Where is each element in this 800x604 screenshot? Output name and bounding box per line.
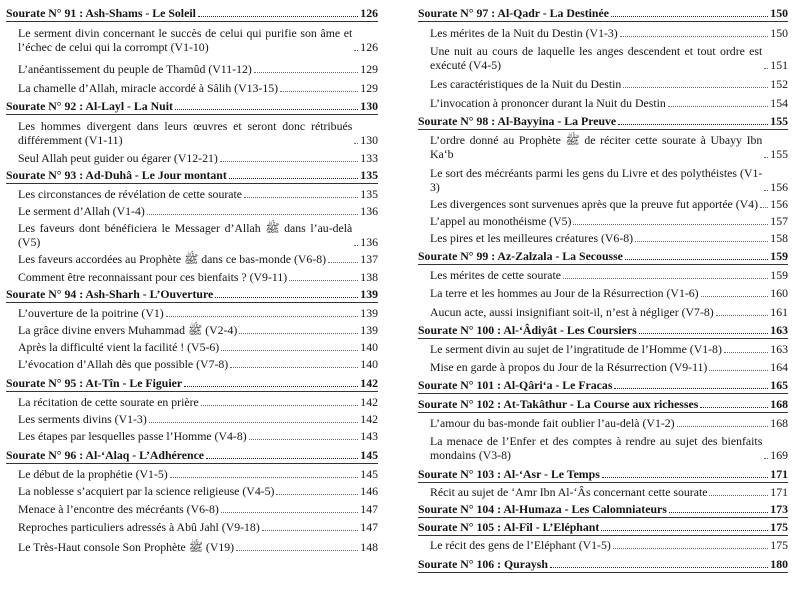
toc-sourate-heading (6, 287, 378, 303)
toc-entry-title: Sourate N° 99 : Az-Zalzala - La Secousse (418, 249, 623, 263)
toc-sourate-heading (418, 557, 788, 573)
toc-page-number: 163 (770, 323, 788, 337)
toc-sourate-heading (418, 249, 788, 265)
toc-entry-title: L’évocation d’Allah dès que possible (V7-8) (18, 357, 229, 371)
toc-subentry (418, 305, 788, 319)
toc-subentry (6, 204, 378, 218)
toc-entry-title: Sourate N° 97 : Al-Qadr - La Destinée (418, 6, 609, 20)
toc-subentry (418, 485, 788, 499)
toc-entry-title: Sourate N° 104 : Al-Humaza - Les Calomniateurs (418, 502, 667, 516)
toc-sourate-heading (418, 378, 788, 394)
toc-subentry (418, 434, 788, 462)
toc-page-number: 168 (770, 416, 788, 430)
toc-subentry (418, 538, 788, 552)
toc-entry-title: Récit au sujet de ‘Amr Ibn Al-‘Âs concernant cette sourate (430, 485, 708, 499)
toc-entry-title: Le sort des mécréants parmi les gens du Livre et des polythéistes (V1-3) (430, 166, 763, 194)
toc-entry-title: Les faveurs accordées au Prophète ﷺ dans ce bas-monde (V6-8) (18, 252, 327, 266)
toc-subentry (6, 81, 378, 95)
toc-sourate-heading (418, 114, 788, 130)
toc-entry-title: Les circonstances de révélation de cette sourate (18, 187, 243, 201)
toc-page-number: 171 (770, 467, 788, 481)
dot-leader (254, 72, 358, 73)
toc-subentry (418, 360, 788, 374)
toc-entry-title: Sourate N° 93 : Ad-Duhâ - Le Jour montant (6, 168, 227, 182)
toc-page-number: 175 (770, 538, 788, 552)
toc-page-number: 151 (770, 58, 788, 72)
toc-page-number: 140 (360, 357, 378, 371)
toc-entry-title: L’ouverture de la poitrine (V1) (18, 306, 164, 320)
dot-leader (236, 550, 358, 551)
toc-page-number: 147 (360, 520, 378, 534)
toc-page-number: 142 (360, 412, 378, 426)
toc-subentry (6, 306, 378, 320)
toc-page-number: 156 (770, 197, 788, 211)
toc-entry-title: Sourate N° 103 : Al-‘Asr - Le Temps (418, 467, 600, 481)
dot-leader (201, 405, 359, 406)
toc-entry-title: La noblesse s’acquiert par la science religieuse (V4-5) (18, 484, 275, 498)
toc-entry-title: Les pires et les meilleures créatures (V6-8) (430, 231, 634, 245)
toc-page-number: 130 (360, 133, 378, 147)
toc-subentry (6, 323, 378, 337)
toc-page-number: 168 (770, 397, 788, 411)
toc-page-number: 156 (770, 180, 788, 194)
dot-leader (635, 241, 768, 242)
toc-subentry (6, 252, 378, 266)
toc-page-number: 130 (360, 99, 378, 113)
toc-entry-title: Sourate N° 94 : Ash-Sharh - L’Ouverture (6, 287, 214, 301)
dot-leader (709, 370, 768, 371)
toc-subentry (6, 340, 378, 354)
toc-subentry (6, 484, 378, 498)
toc-subentry (418, 286, 788, 300)
toc-page-number: 139 (360, 287, 378, 301)
toc-entry-title: Une nuit au cours de laquelle les anges descendent et tout ordre est exécuté (V4-5) (430, 44, 763, 72)
dot-leader (764, 190, 768, 191)
dot-leader (175, 109, 358, 110)
toc-page-number: 152 (770, 77, 788, 91)
toc-subentry (6, 467, 378, 481)
toc-entry-title: Le début de la prophétie (V1-5) (18, 467, 168, 481)
dot-leader (563, 278, 768, 279)
toc-entry-title: La menace de l’Enfer et des comptes à rendre au sujet des bienfaits mondains (V3-8) (430, 434, 763, 462)
dot-leader (221, 350, 358, 351)
dot-leader (221, 512, 359, 513)
toc-entry-title: Les caractéristiques de la Nuit du Destin (430, 77, 622, 91)
toc-page-number: 175 (770, 520, 788, 534)
toc-entry-title: L’amour du bas-monde fait oublier l’au-delà (V1-2) (430, 416, 675, 430)
dot-leader (166, 316, 359, 317)
toc-entry-title: L’appel au monothéisme (V5) (430, 214, 572, 228)
toc-entry-title: Seul Allah peut guider ou égarer (V12-21) (18, 151, 218, 165)
toc-subentry (418, 416, 788, 430)
dot-leader (677, 426, 769, 427)
dot-leader (618, 124, 768, 125)
toc-subentry (6, 502, 378, 516)
toc-subentry (418, 231, 788, 245)
dot-leader (206, 458, 358, 459)
toc-page-number: 135 (360, 187, 378, 201)
toc-entry-title: Sourate N° 101 : Al-Qâri‘a - Le Fracas (418, 378, 613, 392)
toc-page-number: 165 (770, 378, 788, 392)
toc-sourate-heading (418, 467, 788, 483)
toc-entry-title: Après la difficulté vient la facilité ! (V5-6) (18, 340, 220, 354)
dot-leader (550, 567, 768, 568)
toc-sourate-heading (6, 448, 378, 464)
toc-entry-title: Le récit des gens de l’Eléphant (V1-5) (430, 538, 611, 552)
toc-page-number: 146 (360, 484, 378, 498)
toc-entry-title: Les faveurs dont bénéficiera le Messager d’Allah ﷺ dans l’au-delà (V5) (18, 221, 353, 249)
toc-entry-title: L’invocation à prononcer durant la Nuit du Destin (430, 96, 666, 110)
dot-leader (289, 280, 358, 281)
toc-page-number: 126 (360, 40, 378, 54)
toc-page-number: 135 (360, 168, 378, 182)
toc-page-number: 142 (360, 395, 378, 409)
dot-leader (724, 352, 768, 353)
toc-entry-title: Sourate N° 100 : Al-‘Âdiyât - Les Coursiers (418, 323, 637, 337)
dot-leader (215, 297, 358, 298)
toc-entry-title: Sourate N° 96 : Al-‘Alaq - L’Adhérence (6, 448, 205, 462)
dot-leader (184, 386, 358, 387)
toc-page-number: 129 (360, 81, 378, 95)
toc-entry-title: Le serment divin concernant le succès de celui qui purifie son âme et l’échec de celui qui la corrompt (V1-10) (18, 26, 353, 54)
toc-subentry (6, 395, 378, 409)
dot-leader (716, 315, 769, 316)
toc-entry-title: La chamelle d’Allah, miracle accordé à Sâlih (V13-15) (18, 81, 279, 95)
dot-leader (262, 530, 359, 531)
toc-page-number: 142 (360, 376, 378, 390)
dot-leader (244, 197, 358, 198)
toc-entry-title: La grâce divine envers Muhammad ﷺ (V2-4) (18, 323, 238, 337)
dot-leader (623, 87, 768, 88)
toc-page-number: 171 (770, 485, 788, 499)
toc-page-number: 173 (770, 502, 788, 516)
toc-subentry (6, 119, 378, 147)
toc-page-number: 159 (770, 268, 788, 282)
dot-leader (613, 548, 768, 549)
toc-right-column (418, 6, 788, 573)
dot-leader (229, 178, 359, 179)
toc-page-number: 169 (770, 448, 788, 462)
toc-entry-title: L’ordre donné au Prophète ﷺ de réciter cette sourate à Ubayy Ibn Ka‘b (430, 133, 763, 161)
toc-entry-title: Le serment d’Allah (V1-4) (18, 204, 145, 218)
toc-page-number: 139 (360, 306, 378, 320)
dot-leader (601, 530, 768, 531)
dot-leader (760, 207, 768, 208)
toc-entry-title: Menace à l’encontre des mécréants (V6-8) (18, 502, 219, 516)
toc-page-number: 157 (770, 214, 788, 228)
toc-subentry (6, 520, 378, 534)
toc-subentry (6, 270, 378, 284)
toc-subentry (418, 26, 788, 40)
toc-page-number: 138 (360, 270, 378, 284)
toc-sourate-heading (418, 323, 788, 339)
toc-entry-title: Sourate N° 92 : Al-Layl - La Nuit (6, 99, 173, 113)
toc-sourate-heading (6, 376, 378, 392)
toc-page-number: 143 (360, 429, 378, 443)
toc-sourate-heading (418, 520, 788, 536)
toc-entry-title: Sourate N° 98 : Al-Bayyina - La Preuve (418, 114, 617, 128)
dot-leader (239, 333, 358, 334)
toc-entry-title: Sourate N° 102 : At-Takâthur - La Course aux richesses (418, 397, 699, 411)
dot-leader (354, 245, 358, 246)
toc-subentry (418, 214, 788, 228)
toc-subentry (6, 412, 378, 426)
toc-page-number: 164 (770, 360, 788, 374)
dot-leader (147, 214, 359, 215)
toc-page-number: 161 (770, 305, 788, 319)
toc-page-number: 163 (770, 342, 788, 356)
toc-sourate-heading (6, 6, 378, 22)
toc-page-number: 136 (360, 235, 378, 249)
toc-entry-title: Sourate N° 95 : At-Tîn - Le Figuier (6, 376, 183, 390)
toc-entry-title: Comment être reconnaissant pour ces bienfaits ? (V9-11) (18, 270, 288, 284)
toc-entry-title: Sourate N° 91 : Ash-Shams - Le Soleil (6, 6, 196, 20)
toc-page-number: 145 (360, 448, 378, 462)
toc-page-number: 145 (360, 467, 378, 481)
toc-subentry (6, 357, 378, 371)
toc-sourate-heading (418, 502, 788, 518)
dot-leader (230, 367, 358, 368)
toc-entry-title: Le serment divin au sujet de l’ingratitude de l’Homme (V1-8) (430, 342, 722, 356)
toc-page-number: 129 (360, 62, 378, 76)
toc-subentry (418, 197, 788, 211)
toc-entry-title: Mise en garde à propos du Jour de la Résurrection (V9-11) (430, 360, 708, 374)
dot-leader (701, 296, 769, 297)
dot-leader (620, 36, 769, 37)
toc-page-number: 155 (770, 114, 788, 128)
dot-leader (354, 50, 358, 51)
toc-page-number: 180 (770, 557, 788, 571)
dot-leader (602, 477, 769, 478)
toc-subentry (6, 187, 378, 201)
toc-sourate-heading (418, 6, 788, 22)
toc-page-number: 158 (770, 231, 788, 245)
toc-subentry (418, 166, 788, 194)
toc-sourate-heading (418, 397, 788, 413)
toc-subentry (6, 221, 378, 249)
dot-leader (764, 157, 768, 158)
dot-leader (639, 333, 769, 334)
toc-page-number: 137 (360, 252, 378, 266)
dot-leader (354, 143, 358, 144)
toc-subentry (6, 26, 378, 54)
dot-leader (276, 494, 358, 495)
toc-page-number: 148 (360, 540, 378, 554)
dot-leader (764, 458, 768, 459)
dot-leader (198, 16, 358, 17)
toc-page-number: 160 (770, 286, 788, 300)
toc-subentry (418, 268, 788, 282)
toc-page-number: 147 (360, 502, 378, 516)
dot-leader (220, 161, 358, 162)
toc-page-number: 136 (360, 204, 378, 218)
toc-entry-title: L’anéantissement du peuple de Thamûd (V11-12) (18, 62, 252, 76)
toc-left-column (6, 6, 378, 554)
toc-sourate-heading (6, 99, 378, 115)
dot-leader (149, 422, 359, 423)
toc-subentry (418, 96, 788, 110)
dot-leader (614, 388, 768, 389)
toc-entry-title: Les étapes par lesquelles passe l’Homme (V4-8) (18, 429, 247, 443)
toc-entry-title: Sourate N° 105 : Al-Fîl - L’Eléphant (418, 520, 600, 534)
dot-leader (328, 262, 358, 263)
dot-leader (611, 16, 768, 17)
toc-subentry (6, 62, 378, 76)
toc-page-number: 139 (360, 323, 378, 337)
toc-page-number: 126 (360, 6, 378, 20)
dot-leader (764, 68, 768, 69)
toc-page-number: 133 (360, 151, 378, 165)
toc-page-number: 159 (770, 249, 788, 263)
toc-subentry (6, 151, 378, 165)
dot-leader (573, 224, 768, 225)
toc-page-number: 150 (770, 6, 788, 20)
dot-leader (280, 91, 358, 92)
toc-entry-title: Les mérites de cette sourate (430, 268, 562, 282)
dot-leader (625, 259, 768, 260)
dot-leader (669, 512, 768, 513)
dot-leader (700, 407, 768, 408)
toc-subentry (6, 540, 378, 554)
toc-subentry (418, 133, 788, 161)
toc-entry-title: Les mérites de la Nuit du Destin (V1-3) (430, 26, 618, 40)
dot-leader (668, 106, 769, 107)
toc-page-number: 140 (360, 340, 378, 354)
toc-entry-title: Les hommes divergent dans leurs œuvres et seront donc rétribués différemment (V1-11) (18, 119, 353, 147)
toc-subentry (418, 44, 788, 72)
toc-page-number: 150 (770, 26, 788, 40)
toc-subentry (418, 77, 788, 91)
dot-leader (170, 477, 359, 478)
toc-entry-title: Le Très-Haut console Son Prophète ﷺ (V19) (18, 540, 235, 554)
toc-page-number: 155 (770, 147, 788, 161)
toc-subentry (6, 429, 378, 443)
toc-entry-title: La récitation de cette sourate en prière (18, 395, 199, 409)
toc-entry-title: Reproches particuliers adressés à Abû Jahl (V9-18) (18, 520, 260, 534)
toc-entry-title: Les serments divins (V1-3) (18, 412, 147, 426)
toc-page-number: 154 (770, 96, 788, 110)
toc-entry-title: Les divergences sont survenues après que la preuve fut apportée (V4) (430, 197, 759, 211)
toc-entry-title: Sourate N° 106 : Quraysh (418, 557, 548, 571)
dot-leader (249, 439, 359, 440)
dot-leader (709, 495, 768, 496)
toc-entry-title: Aucun acte, aussi insignifiant soit-il, n’est à négliger (V7-8) (430, 305, 714, 319)
toc-subentry (418, 342, 788, 356)
toc-entry-title: La terre et les hommes au Jour de la Résurrection (V1-6) (430, 286, 699, 300)
toc-sourate-heading (6, 168, 378, 184)
